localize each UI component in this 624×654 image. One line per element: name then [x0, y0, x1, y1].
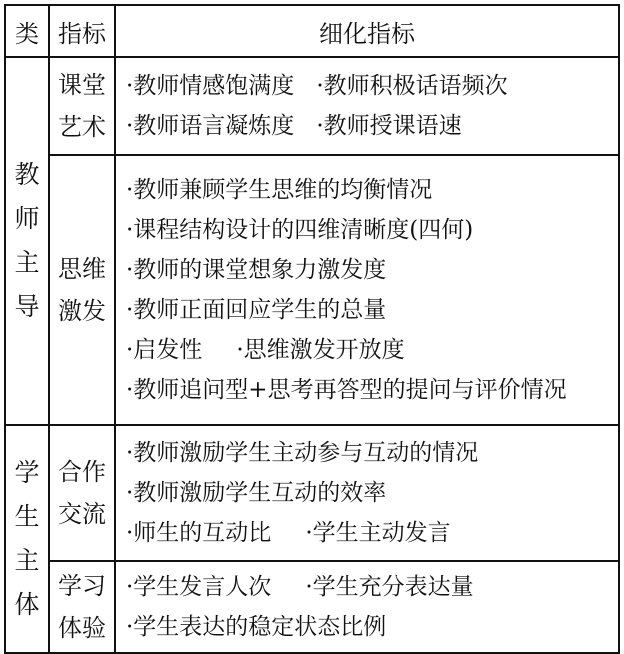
header-category: 类: [5, 5, 49, 57]
detail-cell: [115, 425, 619, 561]
detail-item: ·教师授课语速: [316, 113, 462, 139]
detail-item: ·教师的课堂想象力激发度: [126, 257, 387, 283]
detail-line: [126, 290, 618, 330]
table-row: [5, 425, 619, 561]
header-detail: 细化指标: [115, 5, 619, 57]
indicator-cell: 思维激发: [49, 155, 115, 425]
detail-line: [126, 433, 618, 473]
detail-line: [126, 330, 618, 370]
detail-item: ·学生发言人次: [126, 574, 272, 600]
detail-item: ·学生表达的稳定状态比例: [126, 614, 387, 640]
indicator-cell: 合作交流: [49, 425, 115, 561]
detail-line: [126, 66, 618, 106]
detail-line: [126, 473, 618, 513]
detail-line: [126, 567, 618, 607]
detail-item: ·启发性: [126, 337, 203, 363]
detail-item: ·教师激励学生主动参与互动的情况: [126, 440, 479, 466]
detail-item: ·教师正面回应学生的总量: [126, 297, 387, 323]
table-row: [5, 57, 619, 155]
detail-item: ·教师积极话语频次: [316, 73, 508, 99]
detail-item: ·教师兼顾学生思维的均衡情况: [126, 177, 433, 203]
detail-item: ·思维激发开放度: [236, 337, 405, 363]
detail-item: ·教师情感饱满度: [126, 73, 295, 99]
detail-line: [126, 210, 618, 250]
header-indicator: 指标: [49, 5, 115, 57]
detail-line: [126, 106, 618, 146]
detail-line: [126, 170, 618, 210]
detail-item: ·教师语言凝炼度: [126, 113, 295, 139]
detail-item: ·课程结构设计的四维清晰度(四何): [126, 217, 474, 243]
category-cell: 教师主导: [5, 57, 49, 425]
detail-item: ·教师激励学生互动的效率: [126, 480, 387, 506]
category-cell: 学生主体: [5, 425, 49, 653]
indicator-cell: 课堂艺术: [49, 57, 115, 155]
header-row: [5, 5, 619, 57]
detail-line: [126, 513, 618, 553]
table-row: [5, 561, 619, 653]
detail-item: ·教师追问型+思考再答型的提问与评价情况: [126, 377, 567, 403]
detail-cell: [115, 155, 619, 425]
indicator-cell: 学习体验: [49, 561, 115, 653]
detail-item: ·学生主动发言: [305, 520, 451, 546]
detail-cell: [115, 561, 619, 653]
detail-line: [126, 607, 618, 647]
table-row: [5, 155, 619, 425]
detail-line: [126, 370, 618, 410]
detail-item: ·师生的互动比: [126, 520, 272, 546]
detail-item: ·学生充分表达量: [305, 574, 474, 600]
detail-line: [126, 250, 618, 290]
indicator-table: [4, 4, 620, 654]
detail-cell: [115, 57, 619, 155]
